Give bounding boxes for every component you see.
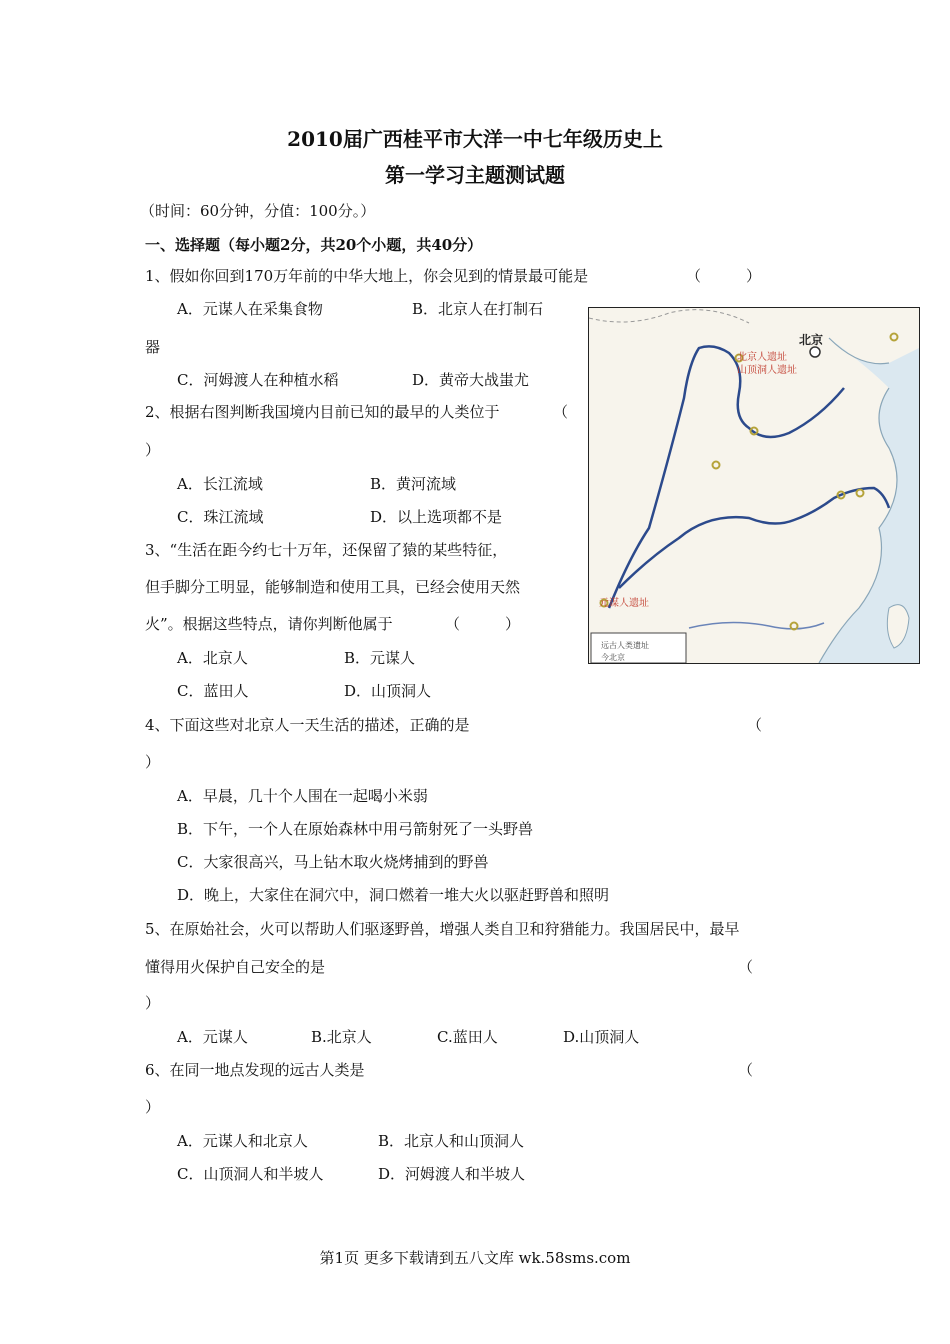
question-5-stem-line-1: 5、在原始社会，火可以帮助人们驱逐野兽，增强人类自卫和狩猎能力。我国居民中，最早 — [145, 920, 740, 938]
q3-option-c: C．蓝田人 — [177, 682, 249, 700]
q1-option-a: A．元谋人在采集食物 — [177, 300, 323, 318]
question-2-paren-close: ） — [145, 441, 161, 459]
question-3-stem-line-1: 3、“生活在距今约七十万年，还保留了猿的某些特征， — [145, 541, 508, 559]
site-dot-5 — [857, 490, 864, 497]
map-legend-text-2: 今北京 — [601, 653, 625, 662]
map-label-beijingman-site: 北京人遗址 — [737, 352, 787, 363]
site-dot-7 — [891, 334, 898, 341]
q4-option-c: C．大家很高兴，马上钻木取火烧烤捕到的野兽 — [177, 853, 489, 871]
map-legend-text: 远古人类遗址 — [601, 641, 649, 650]
title-line-1: 2010届广西桂平市大洋一中七年级历史上 — [287, 127, 663, 151]
yangtze-river — [619, 488, 889, 588]
q6-option-a: A．元谋人和北京人 — [177, 1132, 308, 1150]
border-north — [589, 310, 749, 323]
question-6-paren-open: （ — [738, 1061, 754, 1079]
page-footer: 第1页 更多下载请到五八文库 wk.58sms.com — [319, 1249, 631, 1267]
map-label-upper-cave-site: 山顶洞人遗址 — [737, 365, 797, 376]
q1-option-b-cont: 器 — [145, 338, 161, 356]
q2-option-a: A．长江流域 — [177, 475, 263, 493]
q4-option-d: D．晚上，大家住在洞穴中，洞口燃着一堆大火以驱赶野兽和照明 — [177, 886, 610, 904]
q2-option-b: B．黄河流域 — [370, 475, 457, 493]
yellow-river — [609, 346, 844, 608]
site-dot-beijing — [810, 347, 820, 357]
question-1-answer-paren: （ ） — [686, 267, 762, 285]
q3-option-b: B．元谋人 — [344, 649, 416, 667]
q1-option-b: B．北京人在打制石 — [412, 300, 544, 318]
map-label-yuanmou-site: 元谋人遗址 — [599, 598, 649, 609]
question-6-stem: 6、在同一地点发现的远古人类是 — [145, 1061, 365, 1079]
map-label-beijing: 北京 — [799, 333, 824, 347]
question-2-stem: 2、根据右图判断我国境内目前已知的最早的人类位于 — [145, 403, 500, 421]
q1-option-d: D．黄帝大战蚩尤 — [412, 371, 530, 389]
question-3-answer-paren: （ ） — [445, 615, 521, 633]
question-2-paren-open: （ — [553, 403, 569, 421]
q4-option-b: B．下午，一个人在原始森林中用弓箭射死了一头野兽 — [177, 820, 534, 838]
question-4-paren-close: ） — [145, 753, 161, 771]
map-graphic — [589, 308, 919, 663]
question-1-stem: 1、假如你回到170万年前的中华大地上，你会见到的情景最可能是 — [145, 267, 589, 285]
section-header: 一、选择题（每小题2分，共20个小题，共40分） — [145, 236, 483, 254]
q5-option-b: B.北京人 — [311, 1028, 372, 1046]
site-dot-3 — [713, 462, 720, 469]
question-6-paren-close: ） — [145, 1098, 161, 1116]
question-5-paren-open: （ — [738, 958, 754, 976]
q6-option-d: D．河姆渡人和半坡人 — [378, 1165, 526, 1183]
q2-option-d: D．以上选项都不是 — [370, 508, 503, 526]
q5-option-a: A．元谋人 — [177, 1028, 248, 1046]
ancient-sites-map — [588, 307, 920, 664]
q3-option-a: A．北京人 — [177, 649, 248, 667]
q1-option-c: C．河姆渡人在种植水稻 — [177, 371, 339, 389]
question-4-stem: 4、下面这些对北京人一天生活的描述，正确的是 — [145, 716, 470, 734]
q6-option-c: C．山顶洞人和半坡人 — [177, 1165, 324, 1183]
q4-option-a: A．早晨，几十个人围在一起喝小米弱 — [177, 787, 428, 805]
q5-option-d: D.山顶洞人 — [563, 1028, 640, 1046]
question-3-stem-line-2: 但手脚分工明显，能够制造和使用工具，已经会使用天然 — [145, 578, 521, 596]
title-line-2: 第一学习主题测试题 — [385, 163, 565, 187]
question-4-paren-open: （ — [747, 716, 763, 734]
question-5-stem-line-2: 懂得用火保护自己安全的是 — [145, 958, 326, 976]
q3-option-d: D．山顶洞人 — [344, 682, 432, 700]
time-info: （时间：60分钟，分值：100分。） — [140, 202, 376, 220]
q6-option-b: B．北京人和山顶洞人 — [378, 1132, 525, 1150]
question-5-paren-close: ） — [145, 994, 161, 1012]
question-3-stem-line-3: 火”。根据这些特点，请你判断他属于 — [145, 615, 393, 633]
pearl-river — [689, 622, 824, 628]
q5-option-c: C.蓝田人 — [437, 1028, 498, 1046]
q2-option-c: C．珠江流域 — [177, 508, 264, 526]
